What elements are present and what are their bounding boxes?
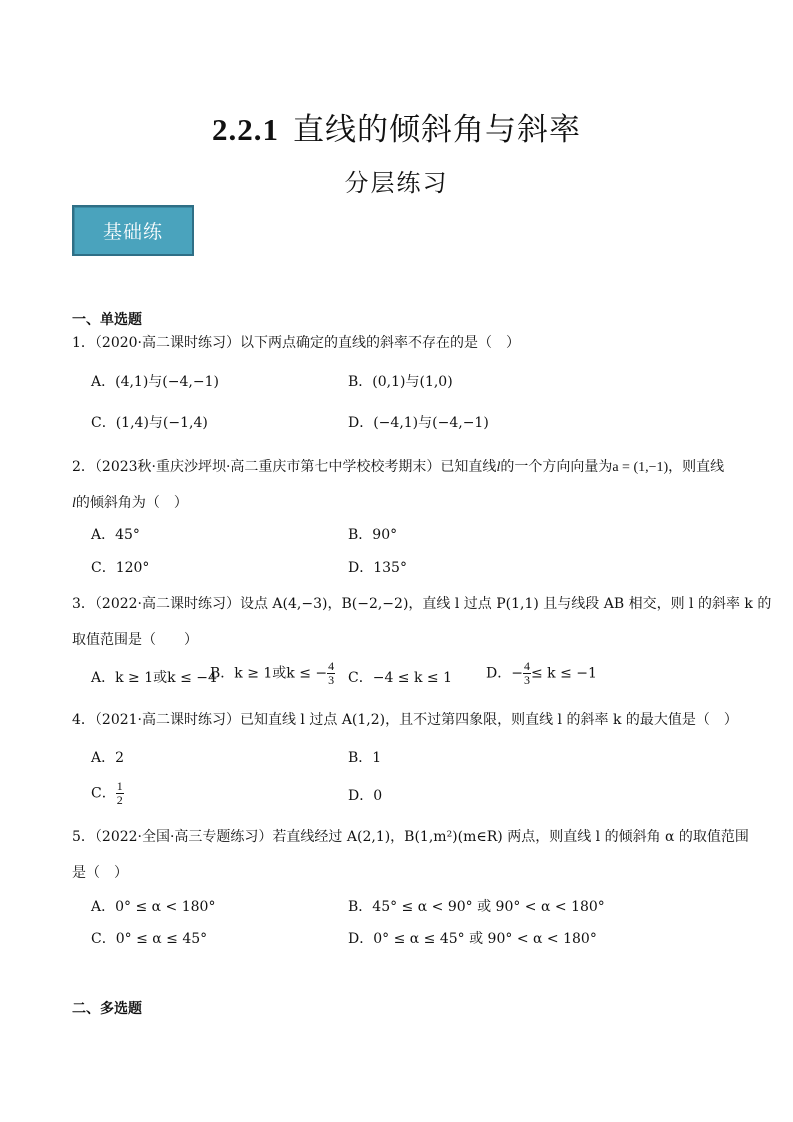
question-1-option-c: C．(1,4)与(−1,4) [91,415,208,431]
q2-text-d: 的倾斜角为（ ） [75,495,188,511]
q2-text-b: 的一个方向向量为 [500,459,613,475]
title-text: 直线的倾斜角与斜率 [293,112,581,148]
q2-line-symbol-2: l [72,496,76,511]
section-heading-multi: 二、多选题 [72,1001,142,1017]
section-number: 2.2.1 [212,112,279,147]
question-5-stem-line1: 5．（2022·全国·高三专题练习）若直线经过 A(2,1)，B(1,m²)(m∈R) 两点，则直线 l 的倾斜角 α 的取值范围 [72,829,749,845]
question-2-stem-line1 [72,457,724,478]
question-3-option-c: C．−4 ≤ k ≤ 1 [348,670,453,686]
question-2-option-c: C．120° [91,560,150,576]
question-1-stem: 1．（2020·高二课时练习）以下两点确定的直线的斜率不存在的是（ ） [72,335,520,351]
q3-b-text: B．k ≥ 1或k ≤ − [210,665,328,682]
question-1-option-b: B．(0,1)与(1,0) [348,374,453,390]
question-3-option-a: A．k ≥ 1或k ≤ −4 [91,670,217,686]
question-2-stem-line2 [72,493,188,514]
q2-text-a: 2．（2023秋·重庆沙坪坝·高二重庆市第七中学校校考期末）已知直线 [72,459,497,475]
question-4-option-b: B．1 [348,750,382,766]
question-2-option-b: B．90° [348,527,398,543]
question-3-option-b [210,660,335,687]
q2-line-symbol: l [496,460,501,475]
question-2-option-d: D．135° [348,560,407,576]
question-3-option-d [486,660,597,687]
q3-b-fraction: $\frac{4}{3}$ [328,659,335,687]
question-4-stem: 4．（2021·高二课时练习）已知直线 l 过点 A(1,2)，且不过第四象限，则直线 l 的斜率 k 的最大值是（ ） [72,712,738,728]
q2-vector: a = (1,−1) [612,460,669,475]
question-5-option-d: D．0° ≤ α ≤ 45° 或 90° < α < 180° [348,931,597,947]
question-5-option-c: C．0° ≤ α ≤ 45° [91,931,208,947]
q2-text-c: ，则直线 [668,459,725,475]
question-5-option-a: A．0° ≤ α < 180° [91,899,216,915]
q4-c-fraction: $\frac{1}{2}$ [116,779,123,807]
question-1-option-a: A．(4,1)与(−4,−1) [91,374,219,390]
question-2-option-a: A．45° [91,527,140,543]
question-5-option-b: B．45° ≤ α < 90° 或 90° < α < 180° [348,899,605,915]
page-subtitle: 分层练习 [344,169,449,197]
q4-c-label: C． [91,785,116,802]
question-1-option-d: D．(−4,1)与(−4,−1) [348,415,489,431]
question-4-option-c [91,780,124,807]
question-3-stem-line2: 取值范围是（ ） [72,632,198,648]
section-heading-single: 一、单选题 [72,312,142,328]
page-title [0,104,793,149]
question-3-stem-line1: 3．（2022·高二课时练习）设点 A(4,−3)，B(−2,−2)，直线 l 过点 P(1,1) 且与线段 AB 相交，则 l 的斜率 k 的 [72,596,772,612]
level-badge: 基础练 [72,205,194,256]
question-4-option-d: D．0 [348,788,383,804]
question-5-stem-line2: 是（ ） [72,865,128,881]
q3-d-text-a: D．− [486,665,523,682]
q3-d-text-b: ≤ k ≤ −1 [530,665,597,682]
q3-d-fraction: $\frac{4}{3}$ [523,659,530,687]
question-4-option-a: A．2 [91,750,125,766]
